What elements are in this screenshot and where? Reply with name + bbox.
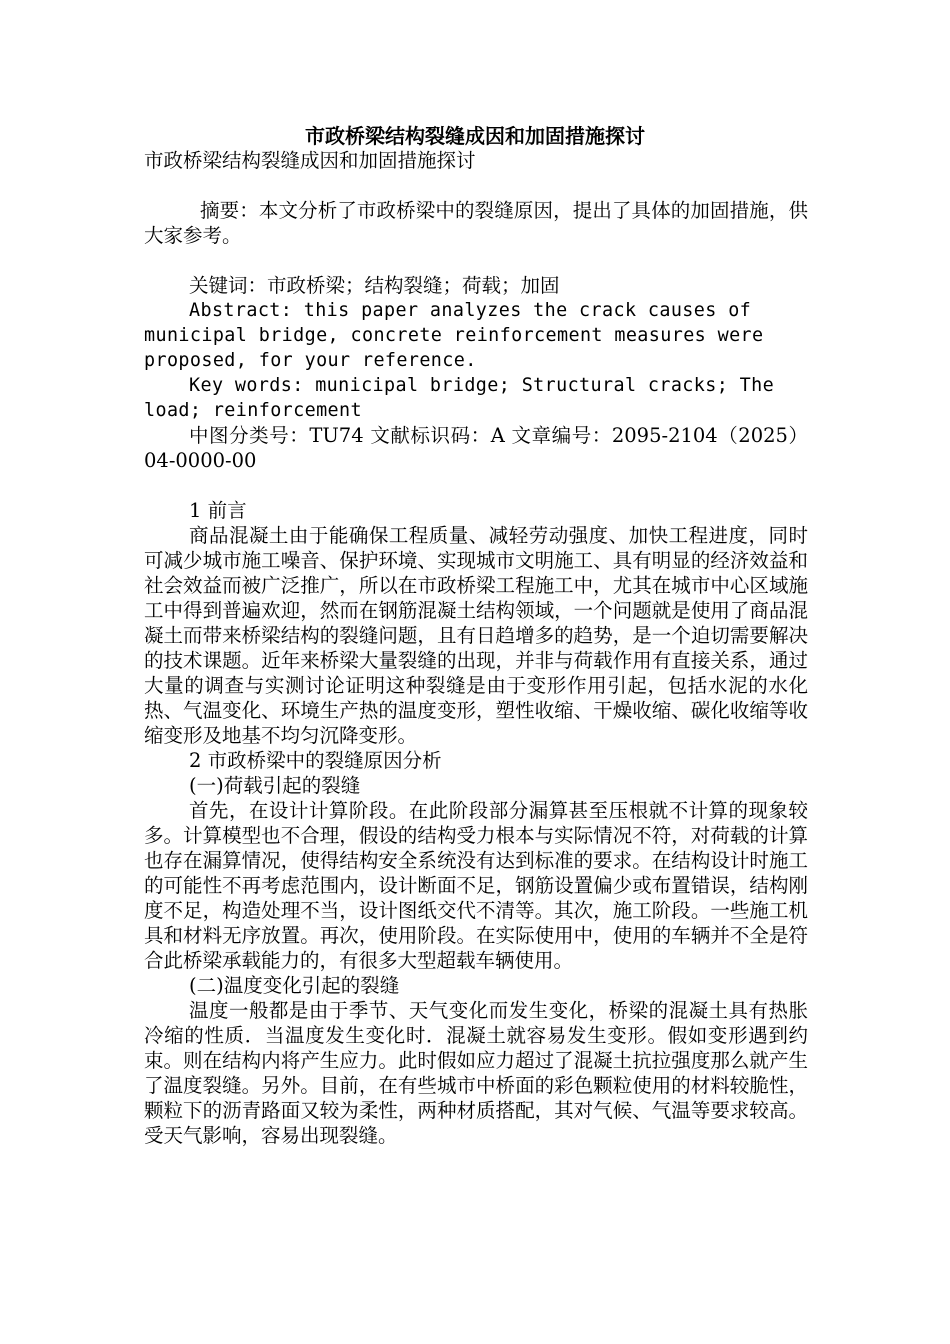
abstract-cn: 摘要：本文分析了市政桥梁中的裂缝原因，提出了具体的加固措施，供大家参考。 <box>144 199 808 247</box>
spacer <box>144 173 808 198</box>
document-body <box>144 148 808 1148</box>
document-subtitle: 市政桥梁结构裂缝成因和加固措施探讨 <box>144 149 476 172</box>
classification-info: 中图分类号：TU74 文献标识码：A 文章编号：2095-2104（2025）04-0000-00 <box>144 424 808 472</box>
spacer <box>144 248 808 273</box>
document-title: 市政桥梁结构裂缝成因和加固措施探讨 <box>305 124 645 148</box>
spacer <box>144 473 808 498</box>
subsection1-heading: (一)荷载引起的裂缝 <box>189 774 361 797</box>
keywords-en: Key words: municipal bridge; Structural cracks; The load; reinforcement <box>144 375 775 421</box>
subsection2-heading: (二)温度变化引起的裂缝 <box>189 974 400 997</box>
keywords-cn: 关键词：市政桥梁；结构裂缝；荷载；加固 <box>189 274 560 297</box>
section2-heading: 2 市政桥梁中的裂缝原因分析 <box>189 749 442 772</box>
subsection2-paragraph: 温度一般都是由于季节、天气变化而发生变化，桥梁的混凝土具有热胀冷缩的性质．当温度发生变化时．混凝土就容易发生变形。假如变形遇到约束。则在结构内将产生应力。此时假如应力超过了混凝土抗拉强度那么就产生了温度裂缝。另外。目前，在有些城市中桥面的彩色颗粒使用的材料较脆性，颗粒下的沥青路面又较为柔性，两种材质搭配，其对气候、气温等要求较高。受天气影响，容易出现裂缝。 <box>144 999 808 1147</box>
section1-paragraph: 商品混凝土由于能确保工程质量、减轻劳动强度、加快工程进度，同时可减少城市施工噪音、保护环境、实现城市文明施工、具有明显的经济效益和社会效益而被广泛推广，所以在市政桥梁工程施工中，尤其在城市中心区域施工中得到普遍欢迎，然而在钢筋混凝土结构领域，一个问题就是使用了商品混凝土而带来桥梁结构的裂缝问题，且有日趋增多的趋势，是一个迫切需要解决的技术课题。近年来桥梁大量裂缝的出现，并非与荷载作用有直接关系，通过大量的调查与实测讨论证明这种裂缝是由于变形作用引起，包括水泥的水化热、气温变化、环境生产热的温度变形，塑性收缩、干燥收缩、碳化收缩等收缩变形及地基不均匀沉降变形。 <box>144 524 808 747</box>
subsection1-paragraph: 首先，在设计计算阶段。在此阶段部分漏算甚至压根就不计算的现象较多。计算模型也不合理，假设的结构受力根本与实际情况不符，对荷载的计算也存在漏算情况，使得结构安全系统没有达到标准的要求。在结构设计时施工的可能性不再考虑范围内，设计断面不足，钢筋设置偏少或布置错误，结构刚度不足，构造处理不当，设计图纸交代不清等。其次，施工阶段。一些施工机具和材料无序放置。再次，使用阶段。在实际使用中，使用的车辆并不全是符合此桥梁承载能力的，有很多大型超载车辆使用。 <box>144 799 808 972</box>
section1-heading: 1 前言 <box>189 499 247 522</box>
abstract-en: Abstract: this paper analyzes the crack causes of municipal bridge, concrete reinforcement measures were proposed, for your reference. <box>144 300 764 371</box>
